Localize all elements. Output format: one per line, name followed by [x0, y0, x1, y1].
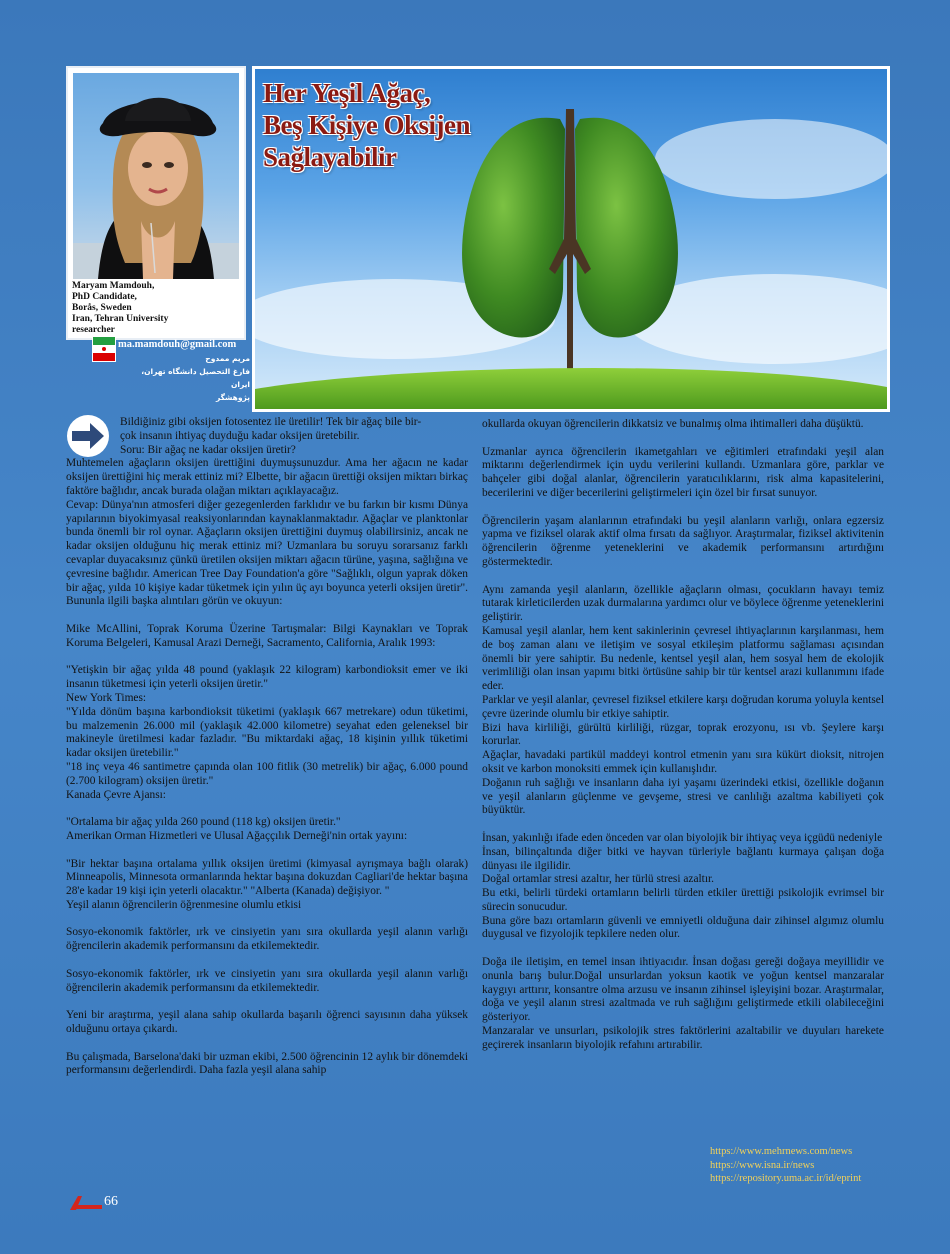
paragraph: "Yılda dönüm başına karbondioksit tüketimi (yaklaşık 667 metrekare) odun tüketimi, bu malzemenin 26.000 mil (yaklaşık 42.000 kilometre) seyahat eden geleneksel bir makineyle üretilmesi kadar fazladır. "Bu miktardaki ağaç, 18 kişinin yıllık tüketimi kadar oksijen üretebilir.": [66, 705, 468, 760]
paragraph: Bu etki, belirli türdeki ortamların belirli türden etkiler ürettiği psikolojik evrimsel bir sürecin sonucudur.: [482, 887, 884, 913]
paragraph: "Yetişkin bir ağaç yılda 48 pound (yaklaşık 22 kilogram) karbondioksit emer ve iki insanın tüketmesi için yeterli oksijen üretir.": [66, 664, 468, 691]
persian-university: فارغ التحصیل دانشگاه تهران، ایران: [141, 367, 250, 389]
iran-flag-icon: [92, 336, 116, 362]
answer-paragraph: Cevap: Dünya'nın atmosferi diğer gezegenlerden farklıdır ve bu farkın bir kısmı Dünya yapılarının biyokimyasal reaksiyonlarından kaynaklanmaktadır. Ağaçlar ve planktonlar bunda önemli bir rol oynar. Ağaçların oksijen ürettiğini duymuş olabilirsiniz, ancak ne kadar oksijen olduğunu hiç merak ettiniz mi? Uzmanlara bu soruyu sorarsanız farklı cevaplar duyacaksınız çünkü üretilen oksijen miktarı ağacın türüne, yaşına, sağlığına ve çevresine bağlıdır. American Tree Day Foundation'a göre "Sağlıklı, olgun yaprak döken bir ağaç, yılda 10 kişiye kadar tüketmek için yılın üç ayı boyunca yeterli oksijen üretir". Bununla ilgili başka alıntıları görün ve okuyun:: [66, 498, 468, 608]
paragraph: İnsan, yakınlığı ifade eden önceden var olan biyolojik bir ihtiyaç veya içgüdü nedeniyle: [482, 831, 883, 844]
paragraph: Bu çalışmada, Barselona'daki bir uzman ekibi, 2.500 öğrencinin 12 aylık bir dönemdeki performansını değerlendirdi. Daha fazla yeşil alana sahip: [66, 1050, 468, 1077]
paragraph: "18 inç veya 46 santimetre çapında olan 100 fitlik (30 metrelik) bir ağaç, 6.000 pound (2.700 kilogram) oksijen üretir.": [66, 760, 468, 787]
author-location-2: Iran, Tehran University: [72, 314, 169, 324]
paragraph: Uzmanlar ayrıca öğrencilerin ikametgahları ve eğitimleri etrafındaki yeşil alan miktarını değerlendirmek için uydu verilerini kullandı. Uzmanlara göre, parklar ve bahçeler gibi doğal alanlar, öğrencilerin yaratıcılıklarını, risk alma kapasitelerini, becerilerini ve diğer becerilerini geliştirmeleri için özel bir fırsat sunuyor.: [482, 445, 884, 499]
article-title-line-2: Beş Kişiye Oksijen: [263, 110, 471, 140]
reference-link[interactable]: https://www.isna.ir/news: [710, 1159, 815, 1171]
references-list: [710, 1145, 861, 1186]
source-label: Amerikan Orman Hizmetleri ve Ulusal Ağaççılık Derneği'nin ortak yayını:: [66, 829, 408, 842]
paragraph: Bildiğiniz gibi oksijen fotosentez ile üretilir! Tek bir ağaç bile bir-: [120, 416, 422, 428]
reference-link[interactable]: https://www.mehrnews.com/news: [710, 1146, 853, 1157]
paragraph: Sosyo-ekonomik faktörler, ırk ve cinsiyetin yanı sıra okullarda yeşil alanın varlığı öğrencilerin akademik performansını da etkilemektedir.: [66, 926, 468, 953]
article-title: [263, 77, 533, 173]
author-role: researcher: [72, 325, 115, 335]
author-info: [72, 281, 240, 336]
paragraph: Muhtemelen ağaçların oksijen ürettiğini duymuşsunuzdur. Ama her ağacın ne kadar oksijen ürettiğini hiç merak ettiniz mi? Elbette, bir ağacın ürettiği oksijen miktarı birkaç faktöre bağlıdır, ancak burada olağan miktarı açıklayacağız.: [66, 457, 468, 497]
author-email-link[interactable]: ma.mamdouh@gmail.com: [118, 339, 237, 350]
persian-name: مریم ممدوح: [205, 354, 250, 363]
author-name: Maryam Mamdouh,: [72, 281, 155, 291]
paragraph: çok insanın ihtiyaç duyduğu kadar oksijen üretebilir.: [120, 429, 360, 442]
paragraph: Aynı zamanda yeşil alanların, özellikle ağaçların olması, çocukların havayı temiz tutarak kirleticilerden uzak durmalarına yardımcı olur ve böylece öğrenme yeteneklerini geliştirir.: [482, 583, 884, 624]
paragraph: Parklar ve yeşil alanlar, çevresel fiziksel etkilere karşı doğrudan koruma yoluyla kentsel çevre üzerinde olumlu bir etkiye sahiptir.: [482, 693, 884, 720]
paragraph: Doğa ile iletişim, en temel insan ihtiyacıdır. İnsan doğası gereği doğaya meyillidir ve onunla barış bulur.Doğal unsurlardan yoksun kaotik ve yoğun kentsel manzaralar kaygıyı arttırır, konsantre olma arzusu ve insanın zihinsel işleyişini bozar. Araştırmalar, doğa ve yeşil alanın stresi azaltmada ve ruh sağlığını geliştirmede etkili olabileceğini gösteriyor.: [482, 956, 884, 1024]
source-label: New York Times:: [66, 691, 147, 704]
paragraph: Kamusal yeşil alanlar, hem kent sakinlerinin çevresel ihtiyaçlarının karşılanması, hem de boş zaman alanı ve iletişim ve sosyal etkileşim platformu sağlaması açısından önemli bir yere sahiptir. Bu nedenle, kentsel yeşil alan, hem sosyal hem de ekolojik verimliliği olan insan yapımı bitki örtüsüne sahip bir tür kentsel arazi kullanımını ifade eder.: [482, 624, 884, 693]
right-column: [482, 418, 884, 1053]
source-label: Kanada Çevre Ajansı:: [66, 788, 166, 801]
page-footer: [68, 1193, 148, 1215]
author-photo: [73, 73, 239, 279]
subheading: Yeşil alanın öğrencilerin öğrenmesine olumlu etkisi: [66, 898, 302, 911]
reference-link[interactable]: https://repository.uma.ac.ir/id/eprint: [710, 1173, 862, 1184]
paragraph: Doğanın ruh sağlığı ve insanların daha iyi yaşamı üzerindeki etkisi, özellikle doğanın ve yeşil alanların güçlenme ve gevşeme, stresi ve canlılığı azaltma kabiliyeti çok büyüktür.: [482, 776, 884, 817]
author-degree: PhD Candidate,: [72, 292, 137, 302]
author-portrait-illustration: [73, 73, 239, 279]
paragraph: İnsan, bilinçaltında diğer bitki ve hayvan türleriyle bağlantı kurmaya çalışan doğa dünyası ile ilgilidir.: [482, 845, 884, 872]
paragraph: Öğrencilerin yaşam alanlarının etrafındaki bu yeşil alanların varlığı, onlara egzersiz yapma ve fiziksel olarak aktif olma fırsatı da sağlıyor. Araştırmalar, fiziksel aktivitenin öğrencilerin öğrenme yeteneklerini ve akademik performansını artırdığını göstermektedir.: [482, 514, 884, 568]
paragraph: Yeni bir araştırma, yeşil alana sahip okullarda başarılı öğrenci sayısının daha yüksek olduğunu ortaya çıkardı.: [66, 1009, 468, 1036]
paragraph: Doğal ortamlar stresi azaltır, her türlü stresi azaltır.: [482, 873, 715, 886]
left-column: [66, 416, 468, 1078]
paragraph: okullarda okuyan öğrencilerin dikkatsiz ve bunalmış olma ihtimalleri daha düşüktü.: [482, 418, 864, 430]
author-persian-info: [120, 352, 250, 404]
article-title-line-1: Her Yeşil Ağaç,: [263, 78, 431, 108]
persian-role: پژوهشگر: [215, 393, 250, 402]
question-line: Soru: Bir ağaç ne kadar oksijen üretir?: [120, 443, 296, 456]
author-card: [66, 66, 246, 340]
paragraph: Mike McAllini, Toprak Koruma Üzerine Tartışmalar: Bilgi Kaynakları ve Toprak Koruma Belgeleri, Kamusal Arazi Derneği, Sacramento, California, Aralık 1993:: [66, 622, 468, 649]
hero-image: [252, 66, 890, 412]
paragraph: Bizi hava kirliliği, gürültü kirliliği, rüzgar, toprak erozyonu, ısı vb. Şeylere karşı korurlar.: [482, 721, 884, 748]
paragraph: "Ortalama bir ağaç yılda 260 pound (118 kg) oksijen üretir.": [66, 816, 341, 829]
paragraph: "Bir hektar başına ortalama yıllık oksijen üretimi (kimyasal ayrışmaya bağlı olarak) Minneapolis, Minnesota ormanlarında hektar başına dokuzdan Cagliari'de hektar başına 28'e kadar 19 kişi için yeterli olacaktır." "Alberta (Kanada) değişiyor. ": [66, 857, 468, 898]
paragraph: Ağaçlar, havadaki partikül maddeyi kontrol etmenin yanı sıra kükürt dioksit, nitrojen oksit ve karbon monoksiti emmek için kullanışlıdır.: [482, 749, 884, 775]
paragraph: Manzaralar ve unsurları, psikolojik stres faktörlerini azaltabilir ve duyuları harekete geçirerek insanların biyolojik refahını artırabilir.: [482, 1025, 884, 1051]
page-number: 66: [104, 1194, 118, 1209]
author-location-1: Borås, Sweden: [72, 303, 132, 313]
magazine-logo-icon: [68, 1195, 104, 1211]
paragraph: Sosyo-ekonomik faktörler, ırk ve cinsiyetin yanı sıra okullarda yeşil alanın varlığı öğrencilerin akademik performansını da etkilemektedir.: [66, 967, 468, 994]
paragraph: Buna göre bazı ortamların güvenli ve emniyetli olduğuna dair zihinsel algımız olumlu duygusal ve fizyolojik tepkilere neden olur.: [482, 914, 884, 941]
article-title-line-3: Sağlayabilir: [263, 142, 397, 172]
